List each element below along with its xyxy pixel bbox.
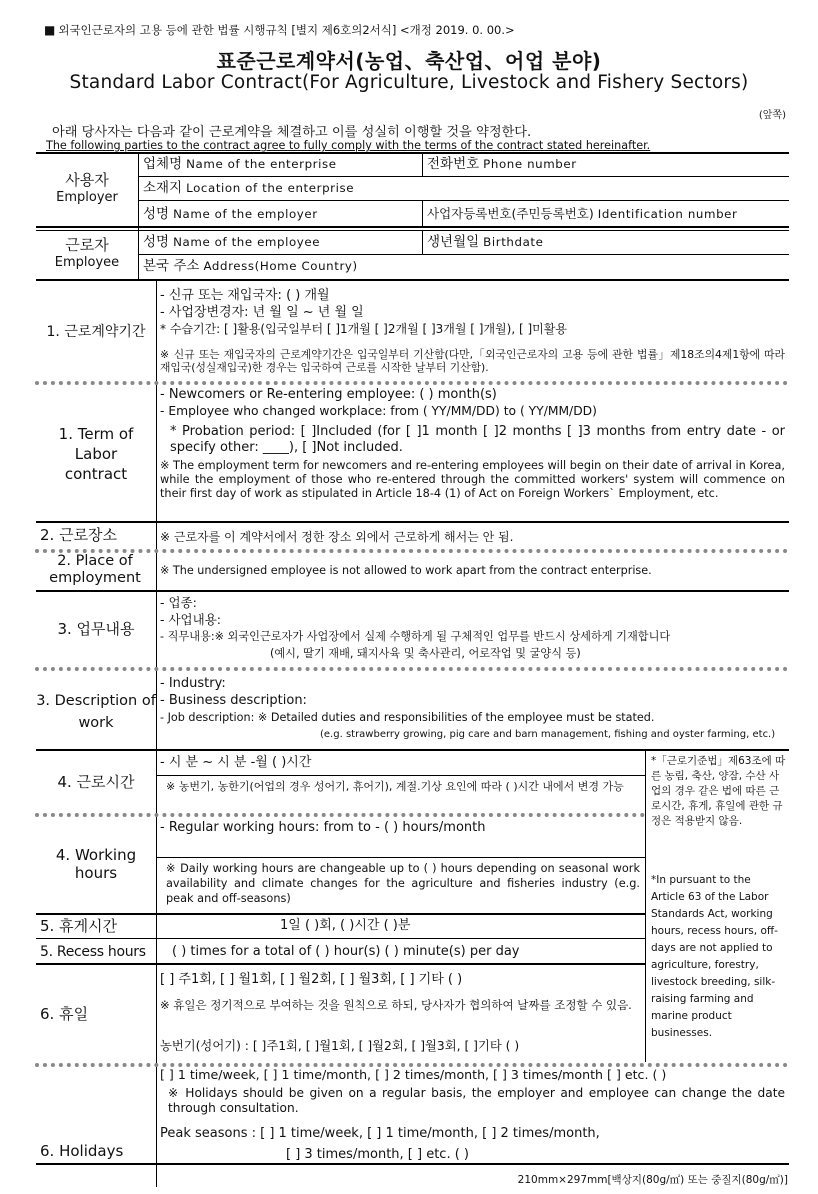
party-cell-divider bbox=[422, 200, 423, 226]
term-label-ko: 1. 근로계약기간 bbox=[46, 324, 146, 340]
hours-line-ko-wrap bbox=[160, 755, 311, 771]
hours-row-divider bbox=[156, 775, 645, 776]
employer-bottom-border bbox=[36, 226, 789, 228]
term-line: - 신규 또는 재입국자: ( ) 개월 bbox=[160, 288, 330, 303]
job-content-ko bbox=[160, 594, 670, 662]
holidays-line-ko: [ ] 주1회, [ ] 월1회, [ ] 월2회, [ ] 월3회, [ ] 기타 ( ) bbox=[160, 972, 463, 987]
place-label-ko: 2. 근로장소 bbox=[40, 526, 118, 544]
recess-text-en: ( ) times for a total of ( ) hour(s) ( ) minute(s) per day bbox=[172, 944, 520, 959]
party-cell-divider bbox=[422, 152, 423, 176]
page-side-label: (앞쪽) bbox=[758, 110, 786, 121]
employer-row-divider bbox=[138, 176, 789, 177]
holidays-line-ko-wrap bbox=[160, 972, 462, 988]
employer-name-ko: 성명 bbox=[143, 206, 170, 222]
paper-spec: 210mm×297mm[백상지(80g/㎡) 또는 중질지(80g/㎡)] bbox=[517, 1174, 788, 1186]
job-label-en: 3. Description of work bbox=[36, 693, 156, 731]
holidays-peak-ko: 농번기(성어기) : [ ]주1회, [ ]월1회, [ ]월2회, [ ]월3회, [ ]기타 ( ) bbox=[160, 1039, 520, 1053]
employer-label-en: Employer bbox=[56, 190, 118, 205]
dotted-separator bbox=[35, 667, 788, 671]
term-note-en: ※ The employment term for newcomers and re-entering employees will begin on their date of arrival in Korea, while the employment of those who re-entered through the committed workers' system will commence on their first day of work as stipulated in Article 18-4 (1) of Act on Foreign Workers` Employment, etc. bbox=[160, 459, 785, 500]
hours-note-en: ※ Daily working hours are changeable up to ( ) hours depending on seasonal work availability and climate changes for the agriculture and fisheries industry (e.g. peak and off-seasons) bbox=[166, 862, 640, 905]
term-content-en bbox=[160, 386, 597, 420]
side-note-column-divider bbox=[645, 750, 646, 1062]
term-line-en: - Employee who changed workplace: from ( YY/MM/DD) to ( YY/MM/DD) bbox=[160, 404, 597, 418]
section-divider bbox=[36, 749, 789, 751]
job-line-en: - Industry: bbox=[160, 676, 226, 691]
section-divider bbox=[36, 590, 789, 592]
square-bullet-icon: ■ bbox=[44, 23, 56, 37]
employee-top-border bbox=[36, 230, 789, 231]
phone-number-ko: 전화번호 bbox=[427, 156, 480, 172]
holidays-peak-ko-wrap bbox=[160, 1038, 519, 1054]
recess-label-en: 5. Recess hours bbox=[40, 944, 146, 960]
holidays-line-en: [ ] 1 time/week, [ ] 1 time/month, [ ] 2 times/month, [ ] 3 times/month [ ] etc. ( ) bbox=[160, 1067, 667, 1082]
employer-label bbox=[36, 172, 138, 206]
birthdate-field[interactable] bbox=[427, 232, 544, 253]
identification-number-field[interactable] bbox=[427, 204, 737, 225]
employee-bottom-border bbox=[36, 279, 789, 281]
term-line-en: - Newcomers or Re-entering employee: ( ) month(s) bbox=[160, 387, 497, 402]
identification-number-ko: 사업자등록번호(주민등록번호) bbox=[427, 206, 594, 221]
holidays-peak-en-line: Peak seasons : [ ] 1 time/week, [ ] 1 time/month, [ ] 2 times/month, bbox=[160, 1126, 600, 1141]
term-line: - 사업장변경자: 년 월 일 ~ 년 월 일 bbox=[160, 305, 364, 320]
section-divider bbox=[36, 963, 646, 965]
recess-text-ko: 1일 ( )회, ( )시간 ( )분 bbox=[280, 918, 411, 933]
holidays-peak-en bbox=[160, 1123, 600, 1165]
section-divider bbox=[36, 521, 789, 523]
employee-name-field[interactable] bbox=[143, 232, 320, 253]
hours-label-en: 4. Working hours bbox=[55, 846, 137, 882]
job-duty-en: - Job description: ※ Detailed duties and responsibilities of the employee must be stated. bbox=[160, 711, 655, 724]
holidays-peak-en-line: [ ] 3 times/month, [ ] etc. ( ) bbox=[286, 1147, 469, 1162]
job-label-ko: 3. 업무내용 bbox=[57, 620, 135, 638]
form-reference-text: 외국인근로자의 고용 등에 관한 법률 시행규칙 [별지 제6호의2서식] <개정 2019. 0. 00.> bbox=[58, 23, 515, 37]
side-note-ko: *「근로기준법」제63조에 따른 농림, 축산, 양잠, 수산 사업의 경우 같은 법에 따른 근로시간, 휴게, 휴일에 관한 규정은 적용받지 않음. bbox=[651, 755, 786, 827]
enterprise-name-en: Name of the enterprise bbox=[186, 157, 337, 171]
probation-period-en: * Probation period: [ ]Included (for [ ]1 month [ ]2 months [ ]3 months from entry date - or specify other: ____), [ ]Not included. bbox=[170, 424, 785, 455]
place-text-ko bbox=[160, 529, 513, 545]
holidays-line-en-wrap bbox=[160, 1067, 666, 1083]
hours-row-divider bbox=[156, 857, 645, 858]
title-english: Standard Labor Contract(For Agriculture, Livestock and Fishery Sectors) bbox=[69, 72, 749, 93]
job-line-en: - Business description: bbox=[160, 693, 307, 708]
recess-text-en-wrap bbox=[172, 944, 520, 960]
place-text-en bbox=[160, 563, 652, 579]
birthdate-en: Birthdate bbox=[483, 235, 544, 249]
section-label-column-divider bbox=[156, 281, 157, 1187]
employee-label-ko: 근로자 bbox=[65, 236, 109, 254]
job-line-ko: - 사업내용: bbox=[160, 612, 221, 627]
enterprise-name-ko: 업체명 bbox=[143, 156, 183, 172]
employer-label-ko: 사용자 bbox=[65, 171, 109, 189]
employee-name-en: Name of the employee bbox=[173, 235, 321, 249]
term-label-en: 1. Term of Labor contract bbox=[58, 425, 134, 483]
holidays-label-en: 6. Holidays bbox=[40, 1142, 124, 1160]
hours-label-ko: 4. 근로시간 bbox=[57, 773, 135, 791]
birthdate-ko: 생년월일 bbox=[427, 234, 480, 250]
enterprise-location-ko: 소재지 bbox=[143, 180, 183, 196]
side-note-en: *In pursuant to the Article 63 of the Labor Standards Act, working hours, recess hours, off-days are not applied to agriculture, forestry, livestock breeding, silk-raising farming and marine product businesses. bbox=[651, 874, 778, 1039]
intro-korean: 아래 당사자는 다음과 같이 근로계약을 체결하고 이를 성실히 이행할 것을 약정한다. bbox=[52, 125, 532, 140]
place-label-en: 2. Place of employment bbox=[49, 553, 141, 586]
phone-number-en: Phone number bbox=[483, 157, 577, 171]
employee-label-en: Employee bbox=[54, 255, 120, 270]
home-address-field[interactable] bbox=[143, 256, 358, 277]
home-address-ko: 본국 주소 bbox=[143, 258, 200, 274]
section-divider bbox=[36, 938, 646, 939]
job-example-en: (e.g. strawberry growing, pig care and barn management, fishing and oyster farming, etc.) bbox=[320, 729, 776, 740]
job-example-ko: (예시, 딸기 재배, 돼지사육 및 축사관리, 어로작업 및 굴양식 등) bbox=[270, 647, 581, 660]
employer-row-divider bbox=[138, 200, 789, 201]
title-korean: 표준근로계약서(농업、축산업、어업 분야) bbox=[216, 49, 602, 73]
hours-line-ko: - 시 분 ~ 시 분 -월 ( )시간 bbox=[160, 755, 312, 770]
place-text-ko-line: ※ 근로자를 이 계약서에서 정한 장소 외에서 근로하게 해서는 안 됨. bbox=[160, 530, 514, 544]
term-note-ko: ※ 신규 또는 재입국자의 근로계약기간은 입국일부터 기산함(다만,「외국인근로자의 고용 등에 관한 법률」제18조의4제1항에 따라 재입국(성실재입국)한 경우는 입국하여 근로를 시작한 날부터 기산함). bbox=[160, 348, 785, 374]
recess-text-ko-wrap bbox=[280, 918, 410, 934]
employee-label bbox=[36, 237, 138, 271]
enterprise-location-field[interactable] bbox=[143, 178, 354, 199]
term-content-ko bbox=[160, 287, 567, 338]
employer-name-field[interactable] bbox=[143, 204, 318, 225]
phone-number-field[interactable] bbox=[427, 154, 577, 175]
employee-row-divider bbox=[138, 254, 789, 255]
party-cell-divider bbox=[422, 230, 423, 254]
identification-number-en: Identification number bbox=[597, 207, 738, 221]
hours-note-ko: ※ 농번기, 농한기(어업의 경우 성어기, 휴어기), 계절.기상 요인에 따라 ( )시간 내에서 변경 가능 bbox=[166, 780, 624, 793]
home-address-en: Address(Home Country) bbox=[203, 259, 358, 273]
job-duty-ko: - 직무내용:※ 외국인근로자가 사업장에서 실제 수행하게 될 구체적인 업무를 반드시 상세하게 기재합니다 bbox=[160, 630, 671, 643]
party-column-divider bbox=[138, 152, 139, 279]
holidays-note-en: ※ Holidays should be given on a regular basis, the employer and employee can change the date through consultation. bbox=[168, 1086, 785, 1115]
dotted-separator bbox=[35, 381, 788, 385]
section-divider bbox=[36, 913, 646, 915]
place-text-en-line: ※ The undersigned employee is not allowed to work apart from the contract enterprise. bbox=[160, 564, 652, 577]
form-reference bbox=[44, 22, 515, 38]
employee-name-ko: 성명 bbox=[143, 234, 170, 250]
intro-english: The following parties to the contract agree to fully comply with the terms of the contract stated hereinafter. bbox=[46, 139, 651, 152]
employer-name-en: Name of the employer bbox=[173, 207, 318, 221]
job-content-en bbox=[160, 675, 775, 743]
hours-line-en: - Regular working hours: from to - ( ) hours/month bbox=[160, 820, 486, 835]
enterprise-location-en: Location of the enterprise bbox=[186, 181, 355, 195]
term-line: * 수습기간: [ ]활용(입국일부터 [ ]1개월 [ ]2개월 [ ]3개월 [ ]개월), [ ]미활용 bbox=[160, 322, 567, 336]
holidays-label-ko: 6. 휴일 bbox=[40, 1005, 89, 1023]
holidays-note-ko: ※ 휴일은 정기적으로 부여하는 것을 원칙으로 하되, 당사자가 협의하여 날짜를 조정할 수 있음. bbox=[160, 998, 632, 1012]
dotted-separator bbox=[35, 813, 645, 817]
enterprise-name-field[interactable] bbox=[143, 154, 337, 175]
job-line-ko: - 업종: bbox=[160, 595, 197, 610]
recess-label-ko: 5. 휴게시간 bbox=[40, 917, 118, 935]
